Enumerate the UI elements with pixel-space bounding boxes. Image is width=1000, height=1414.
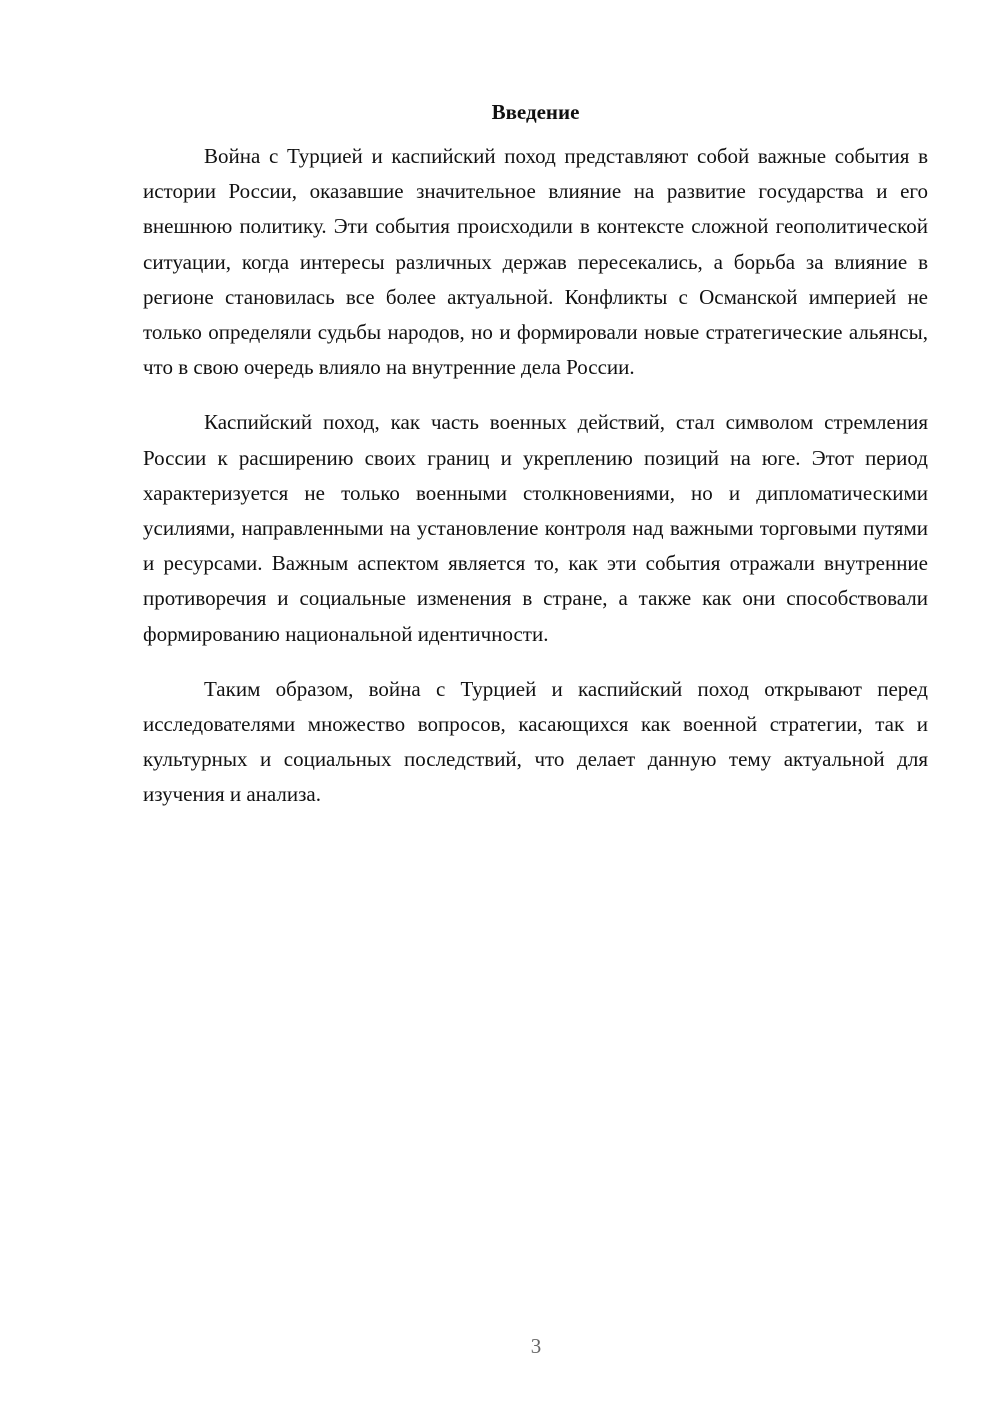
document-content (143, 96, 928, 833)
intro-paragraph-2: Каспийский поход, как часть военных действий, стал символом стремления России к расширению своих границ и укреплению позиций на юге. Этот период характеризуется не только военными столкновениями, но и дипломатическими усилиями, направленными на установление контроля над важными торговыми путями и ресурсами. Важным аспектом является то, как эти события отражали внутренние противоречия и социальные изменения в стране, а также как они способствовали формированию национальной идентичности. (143, 410, 928, 646)
page-number: 3 (530, 1334, 542, 1358)
intro-paragraph-3: Таким образом, война с Турцией и каспийский поход открывают перед исследователями множество вопросов, касающихся как военной стратегии, так и культурных и социальных последствий, что делает данную тему актуальной для изучения и анализа. (143, 676, 928, 807)
intro-paragraph-1: Война с Турцией и каспийский поход представляют собой важные события в истории России, оказавшие значительное влияние на развитие государства и его внешнюю политику. Эти события происходили в контексте сложной геополитической ситуации, когда интересы различных держав пересекались, а борьба за влияние в регионе становилась все более актуальной. Конфликты с Османской империей не только определяли судьбы народов, но и формировали новые стратегические альянсы, что в свою очередь влияло на внутренние дела России. (143, 144, 928, 380)
section-title: Введение (491, 100, 580, 124)
